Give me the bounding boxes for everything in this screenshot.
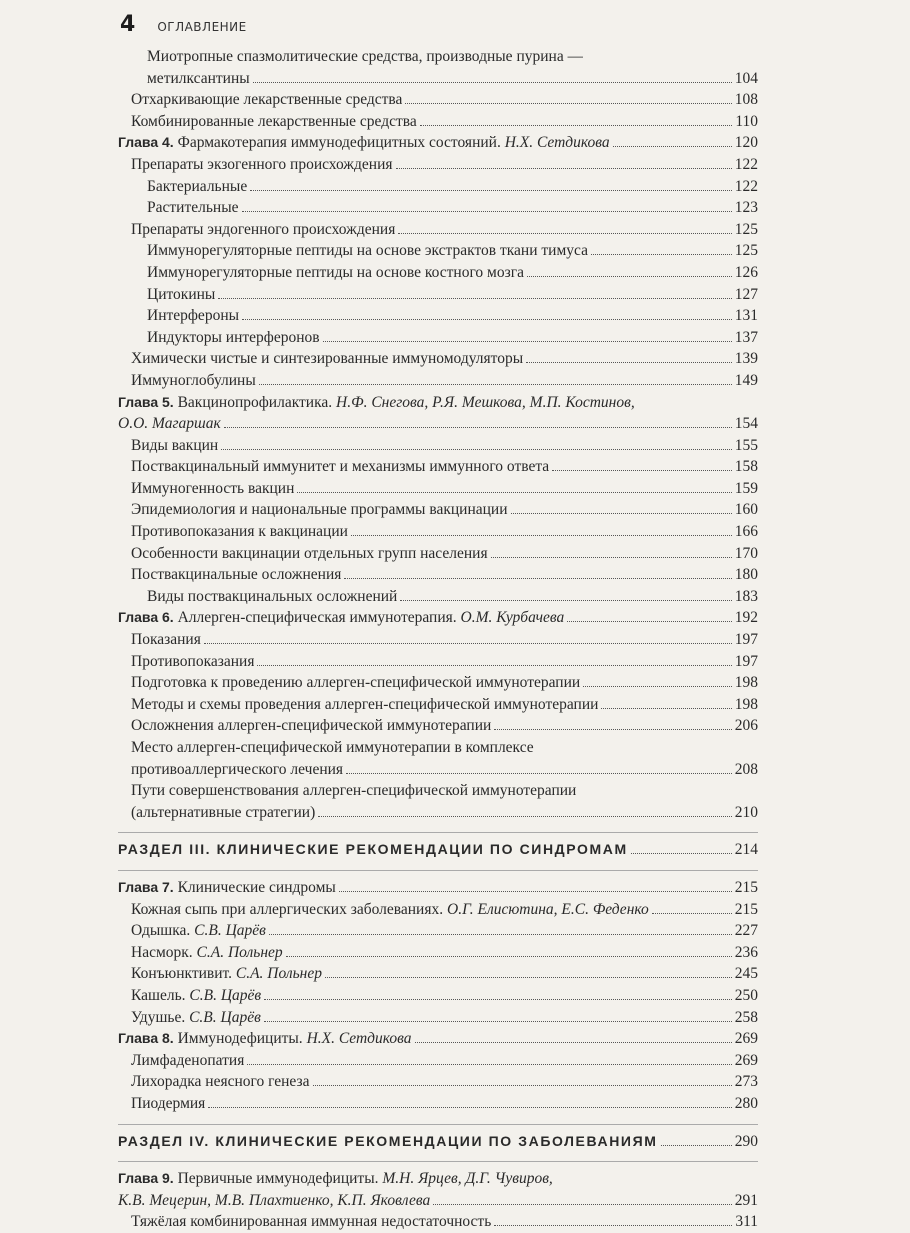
chapter-title: Иммунодефициты. xyxy=(177,1030,303,1048)
page-ref: 258 xyxy=(734,1008,758,1026)
page-ref: 269 xyxy=(734,1051,758,1069)
page-ref: 290 xyxy=(734,1132,758,1150)
entry-title: Лимфаденопатия xyxy=(131,1051,245,1069)
page-ref: 149 xyxy=(734,371,758,389)
toc-entry[interactable] xyxy=(118,327,758,349)
leader-dots xyxy=(567,620,731,622)
page-ref: 108 xyxy=(734,91,758,109)
entry-title: Осложнения аллерген-специфической иммунотерапии xyxy=(131,717,492,735)
toc-entry[interactable] xyxy=(118,478,758,500)
spacer xyxy=(118,861,758,865)
toc-entry[interactable] xyxy=(118,985,758,1007)
page-ref: 120 xyxy=(734,134,758,152)
chapter-author: Н.Х. Сетдикова xyxy=(306,1030,412,1048)
table-of-contents xyxy=(118,46,758,1233)
leader-dots xyxy=(297,491,731,493)
leader-dots xyxy=(204,642,732,644)
page-ref: 273 xyxy=(734,1073,758,1091)
page-ref: 250 xyxy=(734,986,758,1004)
entry-title: противоаллергического лечения xyxy=(131,760,344,778)
leader-dots xyxy=(242,318,732,320)
leader-dots xyxy=(631,852,732,854)
leader-dots xyxy=(344,577,731,579)
entry-title: Поствакцинальный иммунитет и механизмы иммунного ответа xyxy=(131,458,550,476)
toc-entry[interactable] xyxy=(118,111,758,133)
entry-title: Поствакцинальные осложнения xyxy=(131,566,342,584)
leader-dots xyxy=(494,1224,732,1226)
toc-entry[interactable] xyxy=(118,348,758,370)
chapter-label: Глава 9. xyxy=(118,1170,174,1187)
toc-entry[interactable] xyxy=(118,197,758,219)
page-ref: 154 xyxy=(734,415,758,433)
chapter-author: К.В. Мецерин, М.В. Плахтиенко, К.П. Яковлева xyxy=(118,1191,431,1209)
toc-entry[interactable] xyxy=(118,154,758,176)
page-ref: 291 xyxy=(734,1191,758,1209)
page-ref: 131 xyxy=(734,307,758,325)
leader-dots xyxy=(318,815,731,817)
leader-dots xyxy=(661,1144,732,1146)
leader-dots xyxy=(405,102,731,104)
toc-entry[interactable] xyxy=(118,219,758,241)
toc-entry[interactable] xyxy=(118,1050,758,1072)
leader-dots xyxy=(526,361,732,363)
toc-chapter[interactable] xyxy=(118,1168,758,1211)
toc-entry[interactable] xyxy=(118,521,758,543)
entry-title: Интерфероны xyxy=(147,307,240,325)
page-ref: 122 xyxy=(734,155,758,173)
leader-dots xyxy=(346,772,732,774)
page-ref: 110 xyxy=(735,112,758,130)
entry-title: Подготовка к проведению аллерген-специфической иммунотерапии xyxy=(131,674,581,692)
entry-title: Кожная сыпь при аллергических заболеваниях. xyxy=(131,900,444,918)
entry-title: Лихорадка неясного генеза xyxy=(131,1073,310,1091)
toc-entry[interactable] xyxy=(118,564,758,586)
page-ref: 215 xyxy=(734,878,758,896)
chapter-title: Первичные иммунодефициты. xyxy=(177,1170,379,1188)
leader-dots xyxy=(351,534,732,536)
chapter-label: Глава 4. xyxy=(118,134,174,151)
leader-dots xyxy=(313,1084,732,1086)
chapter-author: О.М. Курбачева xyxy=(460,609,565,627)
chapter-label: Глава 6. xyxy=(118,609,174,626)
chapter-label: Глава 8. xyxy=(118,1030,174,1047)
toc-entry[interactable] xyxy=(118,370,758,392)
toc-entry[interactable] xyxy=(118,1007,758,1029)
leader-dots xyxy=(420,124,733,126)
leader-dots xyxy=(527,275,732,277)
entry-title: Кашель. xyxy=(131,986,186,1004)
entry-author: С.А. Польнер xyxy=(235,965,322,983)
entry-title: Препараты экзогенного происхождения xyxy=(131,155,393,173)
page-ref: 127 xyxy=(734,285,758,303)
page-ref: 122 xyxy=(734,177,758,195)
leader-dots xyxy=(583,685,732,687)
entry-title: Эпидемиология и национальные программы вакцинации xyxy=(131,501,508,519)
entry-title: Показания xyxy=(131,631,201,649)
entry-author: С.В. Царёв xyxy=(189,986,262,1004)
entry-title: Иммунорегуляторные пептиды на основе экстрактов ткани тимуса xyxy=(147,242,588,260)
chapter-title: Аллерген-специфическая иммунотерапия. xyxy=(177,609,457,627)
entry-title: Иммуногенность вакцин xyxy=(131,479,295,497)
page-ref: 215 xyxy=(734,900,758,918)
entry-author: С.В. Царёв xyxy=(189,1008,261,1026)
spacer xyxy=(118,1115,758,1119)
leader-dots xyxy=(613,145,732,147)
page-ref: 155 xyxy=(734,436,758,454)
chapter-author: Н.Х. Сетдикова xyxy=(504,134,610,152)
leader-dots xyxy=(264,1020,732,1022)
leader-dots xyxy=(250,189,732,191)
spacer xyxy=(118,823,758,827)
leader-dots xyxy=(325,976,732,978)
leader-dots xyxy=(259,383,732,385)
section-title: РАЗДЕЛ IV. КЛИНИЧЕСКИЕ РЕКОМЕНДАЦИИ ПО ЗАБОЛЕВАНИЯМ xyxy=(118,1132,658,1149)
toc-entry[interactable] xyxy=(118,1093,758,1115)
entry-title: Удушье. xyxy=(131,1008,186,1026)
leader-dots xyxy=(269,933,732,935)
entry-title: (альтернативные стратегии) xyxy=(131,803,316,821)
page-ref: 210 xyxy=(734,803,758,821)
page-ref: 280 xyxy=(734,1094,758,1112)
chapter-label: Глава 7. xyxy=(118,878,174,895)
page-header xyxy=(120,12,247,38)
page-ref: 170 xyxy=(734,544,758,562)
leader-dots xyxy=(601,707,731,709)
toc-entry[interactable] xyxy=(118,543,758,565)
page-ref: 159 xyxy=(734,479,758,497)
toc-entry[interactable] xyxy=(118,1071,758,1093)
section-title: РАЗДЕЛ III. КЛИНИЧЕСКИЕ РЕКОМЕНДАЦИИ ПО СИНДРОМАМ xyxy=(118,841,628,858)
leader-dots xyxy=(264,998,732,1000)
leader-dots xyxy=(552,469,732,471)
toc-entry[interactable] xyxy=(118,672,758,694)
toc-entry[interactable] xyxy=(118,715,758,737)
entry-title: Цитокины xyxy=(147,285,216,303)
toc-entry[interactable] xyxy=(118,899,758,921)
entry-title: Химически чистые и синтезированные иммуномодуляторы xyxy=(131,350,524,368)
page-ref: 125 xyxy=(734,220,758,238)
toc-chapter[interactable] xyxy=(118,607,758,629)
entry-title: Препараты эндогенного происхождения xyxy=(131,220,396,238)
entry-title: Бактериальные xyxy=(147,177,248,195)
toc-entry[interactable] xyxy=(118,963,758,985)
leader-dots xyxy=(257,664,731,666)
entry-author: С.А. Польнер xyxy=(196,943,283,961)
leader-dots xyxy=(396,167,732,169)
toc-entry[interactable] xyxy=(118,780,758,823)
leader-dots xyxy=(208,1106,731,1108)
page-ref: 198 xyxy=(734,674,758,692)
page-ref: 311 xyxy=(735,1213,758,1231)
entry-title: Одышка. xyxy=(131,922,191,940)
toc-entry[interactable] xyxy=(118,284,758,306)
leader-dots xyxy=(339,890,732,892)
chapter-title: Вакцинопрофилактика. xyxy=(177,393,333,411)
chapter-author: Н.Ф. Снегова, Р.Я. Мешкова, М.П. Костинов, xyxy=(336,393,635,411)
leader-dots xyxy=(491,556,732,558)
entry-title: Место аллерген-специфической иммунотерапии в комплексе xyxy=(131,739,534,756)
section-divider xyxy=(118,1124,758,1125)
page-ref: 139 xyxy=(734,350,758,368)
section-divider xyxy=(118,832,758,833)
entry-title: метилксантины xyxy=(147,69,250,87)
page-number: 4 xyxy=(120,12,136,37)
page-ref: 269 xyxy=(734,1030,758,1048)
entry-title: Тяжёлая комбинированная иммунная недостаточность xyxy=(131,1213,492,1231)
toc-entry[interactable] xyxy=(118,176,758,198)
page-ref: 198 xyxy=(734,695,758,713)
chapter-label: Глава 5. xyxy=(118,393,174,410)
page-ref: 160 xyxy=(734,501,758,519)
toc-entry[interactable] xyxy=(118,305,758,327)
toc-entry[interactable] xyxy=(118,942,758,964)
leader-dots xyxy=(400,599,731,601)
toc-entry[interactable] xyxy=(118,435,758,457)
entry-title: Комбинированные лекарственные средства xyxy=(131,112,417,130)
page-ref: 227 xyxy=(734,922,758,940)
entry-title: Иммунорегуляторные пептиды на основе костного мозга xyxy=(147,263,524,281)
leader-dots xyxy=(433,1203,732,1205)
entry-title: Отхаркивающие лекарственные средства xyxy=(131,91,403,109)
toc-chapter[interactable] xyxy=(118,132,758,154)
entry-author: С.В. Царёв xyxy=(194,922,266,940)
leader-dots xyxy=(242,210,732,212)
page-ref: 245 xyxy=(734,965,758,983)
entry-title: Индукторы интерферонов xyxy=(147,328,320,346)
entry-title: Растительные xyxy=(147,199,239,217)
page-ref: 183 xyxy=(734,587,758,605)
entry-author: О.Г. Елисютина, Е.С. Феденко xyxy=(447,900,649,918)
leader-dots xyxy=(591,253,732,255)
toc-entry[interactable] xyxy=(118,499,758,521)
running-title: ОГЛАВЛЕНИЕ xyxy=(157,20,247,34)
page-ref: 206 xyxy=(734,717,758,735)
toc-chapter[interactable] xyxy=(118,392,758,435)
entry-title: Особенности вакцинации отдельных групп населения xyxy=(131,544,488,562)
page-ref: 166 xyxy=(734,523,758,541)
page-ref: 192 xyxy=(734,609,758,627)
leader-dots xyxy=(286,955,732,957)
leader-dots xyxy=(415,1041,732,1043)
page-ref: 158 xyxy=(734,458,758,476)
page-ref: 197 xyxy=(734,631,758,649)
leader-dots xyxy=(398,232,731,234)
leader-dots xyxy=(511,512,732,514)
toc-entry[interactable] xyxy=(118,694,758,716)
page-ref: 197 xyxy=(734,652,758,670)
leader-dots xyxy=(323,340,732,342)
entry-title: Конъюнктивит. xyxy=(131,965,232,983)
chapter-title: Фармакотерапия иммунодефицитных состояний. xyxy=(177,134,501,152)
page-ref: 208 xyxy=(734,760,758,778)
toc-entry[interactable] xyxy=(118,586,758,608)
toc-entry[interactable] xyxy=(118,262,758,284)
toc-entry[interactable] xyxy=(118,651,758,673)
entry-title: Противопоказания xyxy=(131,652,255,670)
leader-dots xyxy=(218,297,731,299)
page-ref: 180 xyxy=(734,566,758,584)
entry-title: Виды вакцин xyxy=(131,436,219,454)
toc-entry[interactable] xyxy=(118,240,758,262)
toc-entry[interactable] xyxy=(118,456,758,478)
entry-title: Противопоказания к вакцинации xyxy=(131,523,348,541)
toc-entry[interactable] xyxy=(118,737,758,780)
page-ref: 137 xyxy=(734,328,758,346)
entry-title: Насморк. xyxy=(131,943,193,961)
page-ref: 123 xyxy=(734,199,758,217)
toc-entry[interactable] xyxy=(118,89,758,111)
toc-entry[interactable] xyxy=(118,46,758,89)
entry-title: Виды поствакцинальных осложнений xyxy=(147,587,398,605)
entry-title: Иммуноглобулины xyxy=(131,371,256,389)
entry-title: Пиодермия xyxy=(131,1094,206,1112)
page-ref: 126 xyxy=(734,263,758,281)
leader-dots xyxy=(652,912,732,914)
page-ref: 214 xyxy=(734,841,758,859)
entry-title: Методы и схемы проведения аллерген-специфической иммунотерапии xyxy=(131,695,599,713)
leader-dots xyxy=(221,448,732,450)
spacer xyxy=(118,1152,758,1156)
leader-dots xyxy=(224,426,732,428)
chapter-title: Клинические синдромы xyxy=(177,878,336,896)
toc-chapter[interactable] xyxy=(118,1028,758,1050)
leader-dots xyxy=(494,728,731,730)
page-ref: 104 xyxy=(734,69,758,87)
toc-entry[interactable] xyxy=(118,920,758,942)
toc-entry[interactable] xyxy=(118,629,758,651)
leader-dots xyxy=(247,1063,731,1065)
section-divider xyxy=(118,870,758,871)
section-divider xyxy=(118,1161,758,1162)
leader-dots xyxy=(253,81,732,83)
page-ref: 125 xyxy=(734,242,758,260)
chapter-author: М.Н. Ярцев, Д.Г. Чувиров, xyxy=(382,1170,553,1188)
entry-title: Пути совершенствования аллерген-специфической иммунотерапии xyxy=(131,782,577,800)
toc-entry[interactable] xyxy=(118,1211,758,1233)
entry-title: Миотропные спазмолитические средства, производные пурина — xyxy=(147,48,584,65)
page-ref: 236 xyxy=(734,943,758,961)
toc-section[interactable] xyxy=(118,839,758,861)
toc-section[interactable] xyxy=(118,1131,758,1153)
toc-chapter[interactable] xyxy=(118,877,758,899)
chapter-author: О.О. Магаршак xyxy=(118,415,221,433)
